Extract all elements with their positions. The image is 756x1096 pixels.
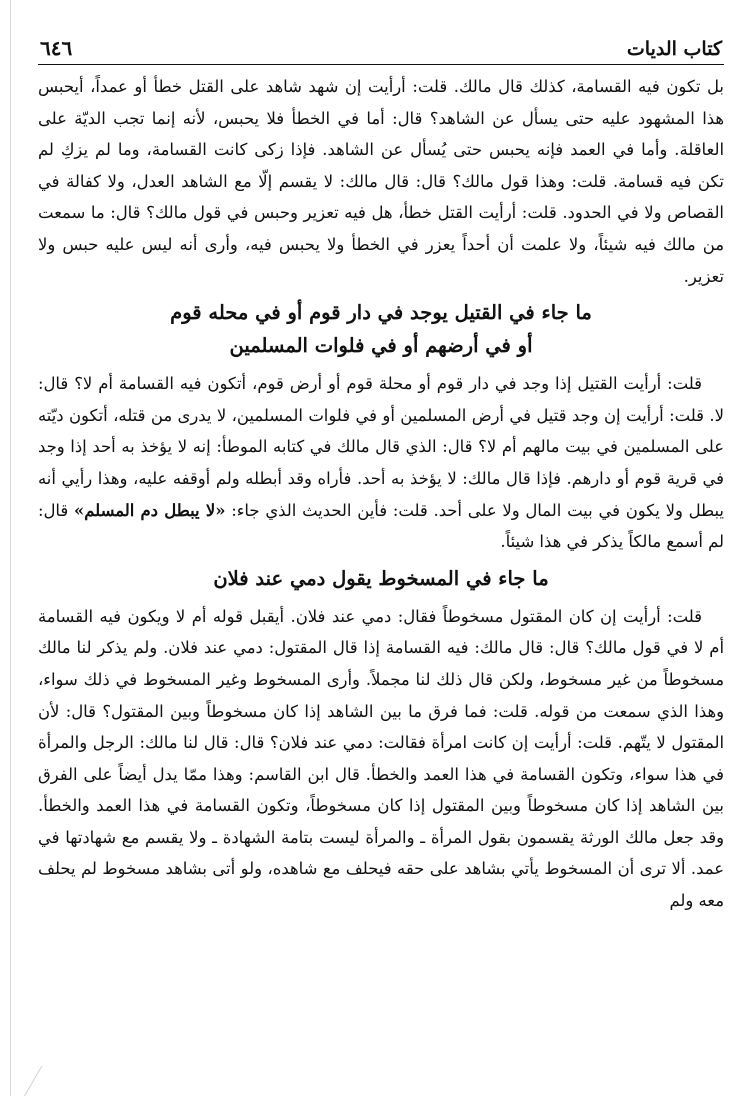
section-heading-1-line-1: ما جاء في القتيل يوجد في دار قوم أو في محله قوم — [170, 301, 592, 325]
page-header — [38, 26, 724, 65]
scan-edge-line — [10, 0, 11, 1096]
hadith-quote: «لا يبطل دم المسلم» — [74, 500, 226, 520]
page-number: ٦٤٦ — [40, 36, 73, 60]
section-heading-1-line-2: أو في أرضهم أو في فلوات المسلمين — [229, 334, 533, 358]
section-heading-2: ما جاء في المسخوط يقول دمي عند فلان — [213, 566, 549, 590]
section-heading-1 — [38, 296, 724, 362]
paragraph-2-text: قلت: أرأيت القتيل إذا وجد في دار قوم أو محلة قوم أو أرض قوم، أتكون فيه القسامة أم لا؟ قال: لا. قلت: أرأيت إن وجد قتيل في أرض المسلمين أو في فلوات المسلمين، لا يدرى من قتله، أتكون ديّته على المسلمين في بيت مالهم أم لا؟ قال: الذي قال مالك في كتابه الموطأ: إنه لا يؤخذ به أحد إذا وجد في قرية قوم أو دارهم. فإذا قال مالك: لا يؤخذ به أحد. فأراه وقد أبطله ولم أوقفه عليه، وهذا رأيي أنه يبطل ولا يكون في بيت المال ولا على أحد. قلت: فأين الحديث الذي جاء: — [38, 374, 724, 520]
paragraph-2-end: قال: لم أسمع مالكاً يذكر في هذا شيئاً. — [38, 500, 724, 552]
paragraph-1: بل تكون فيه القسامة، كذلك قال مالك. قلت: أرأيت إن شهد شاهد على القتل خطأ أو عمداً، أيحبس هذا المشهود عليه حتى يسأل عن الشاهد؟ قال: أما في الخطأ فلا يحبس، لأنه إنما تجب الديّة على العاقلة. وأما في العمد فإنه يحبس حتى يُسأل عن الشاهد. فإذا زكى كانت القسامة، وما لم يزكِ لم تكن فيه قسامة. قلت: وهذا قول مالك؟ قال: قال مالك: لا يقسم إلّا مع الشاهد العدل، ولا كفالة في القصاص ولا في الحدود. قلت: أرأيت القتل خطأ، هل فيه تعزير وحبس في قول مالك؟ قال: ما سمعت من مالك فيه شيئاً، ولا علمت أن أحداً يعزر في الخطأ ولا يحبس فيه، وأرى أنه ليس عليه حبس ولا تعزير. — [38, 77, 724, 286]
book-page — [38, 26, 724, 917]
scan-corner-mark — [0, 1066, 42, 1096]
paragraph-3: قلت: أرأيت إن كان المقتول مسخوطاً فقال: دمي عند فلان. أيقبل قوله أم لا ويكون فيه القسامة أم لا في قول مالك؟ قال: قال مالك: فيه القسامة إذا قال المقتول: دمي عند فلان. ولم يذكر لنا مالك مسخوطاً من غير مسخوط، ولكن قال ذلك لنا مجملاً. وأرى المسخوط وغير المسخوط في ذلك سواء، وهذا الذي سمعت من قوله. قلت: فما فرق ما بين الشاهد إذا كان مسخوطاً وبين المقتول؟ قال: لأن المقتول لا يتّهم. قلت: أرأيت إن كانت امرأة فقالت: دمي عند فلان؟ قال: قال لنا مالك: الرجل والمرأة في هذا سواء، وتكون القسامة في هذا العمد والخطأ. قال ابن القاسم: وهذا ممّا يدل أيضاً على الفرق بين الشاهد إذا كان مسخوطاً وبين المقتول إذا كان مسخوطاً، وتكون القسامة في هذا العمد والخطأ. وقد جعل مالك الورثة يقسمون بقول المرأة ـ والمرأة ليست بتامة الشهادة ـ ولا يقسم مع شهادتها في عمد. ألا ترى أن المسخوط يأتي بشاهد على حقه فيحلف مع شاهده، ولو أتى بشاهد مسخوط لم يحلف معه ولم — [38, 606, 724, 911]
paragraph-2 — [38, 368, 724, 558]
page-body — [38, 65, 724, 917]
running-title: كتاب الديات — [626, 38, 722, 60]
